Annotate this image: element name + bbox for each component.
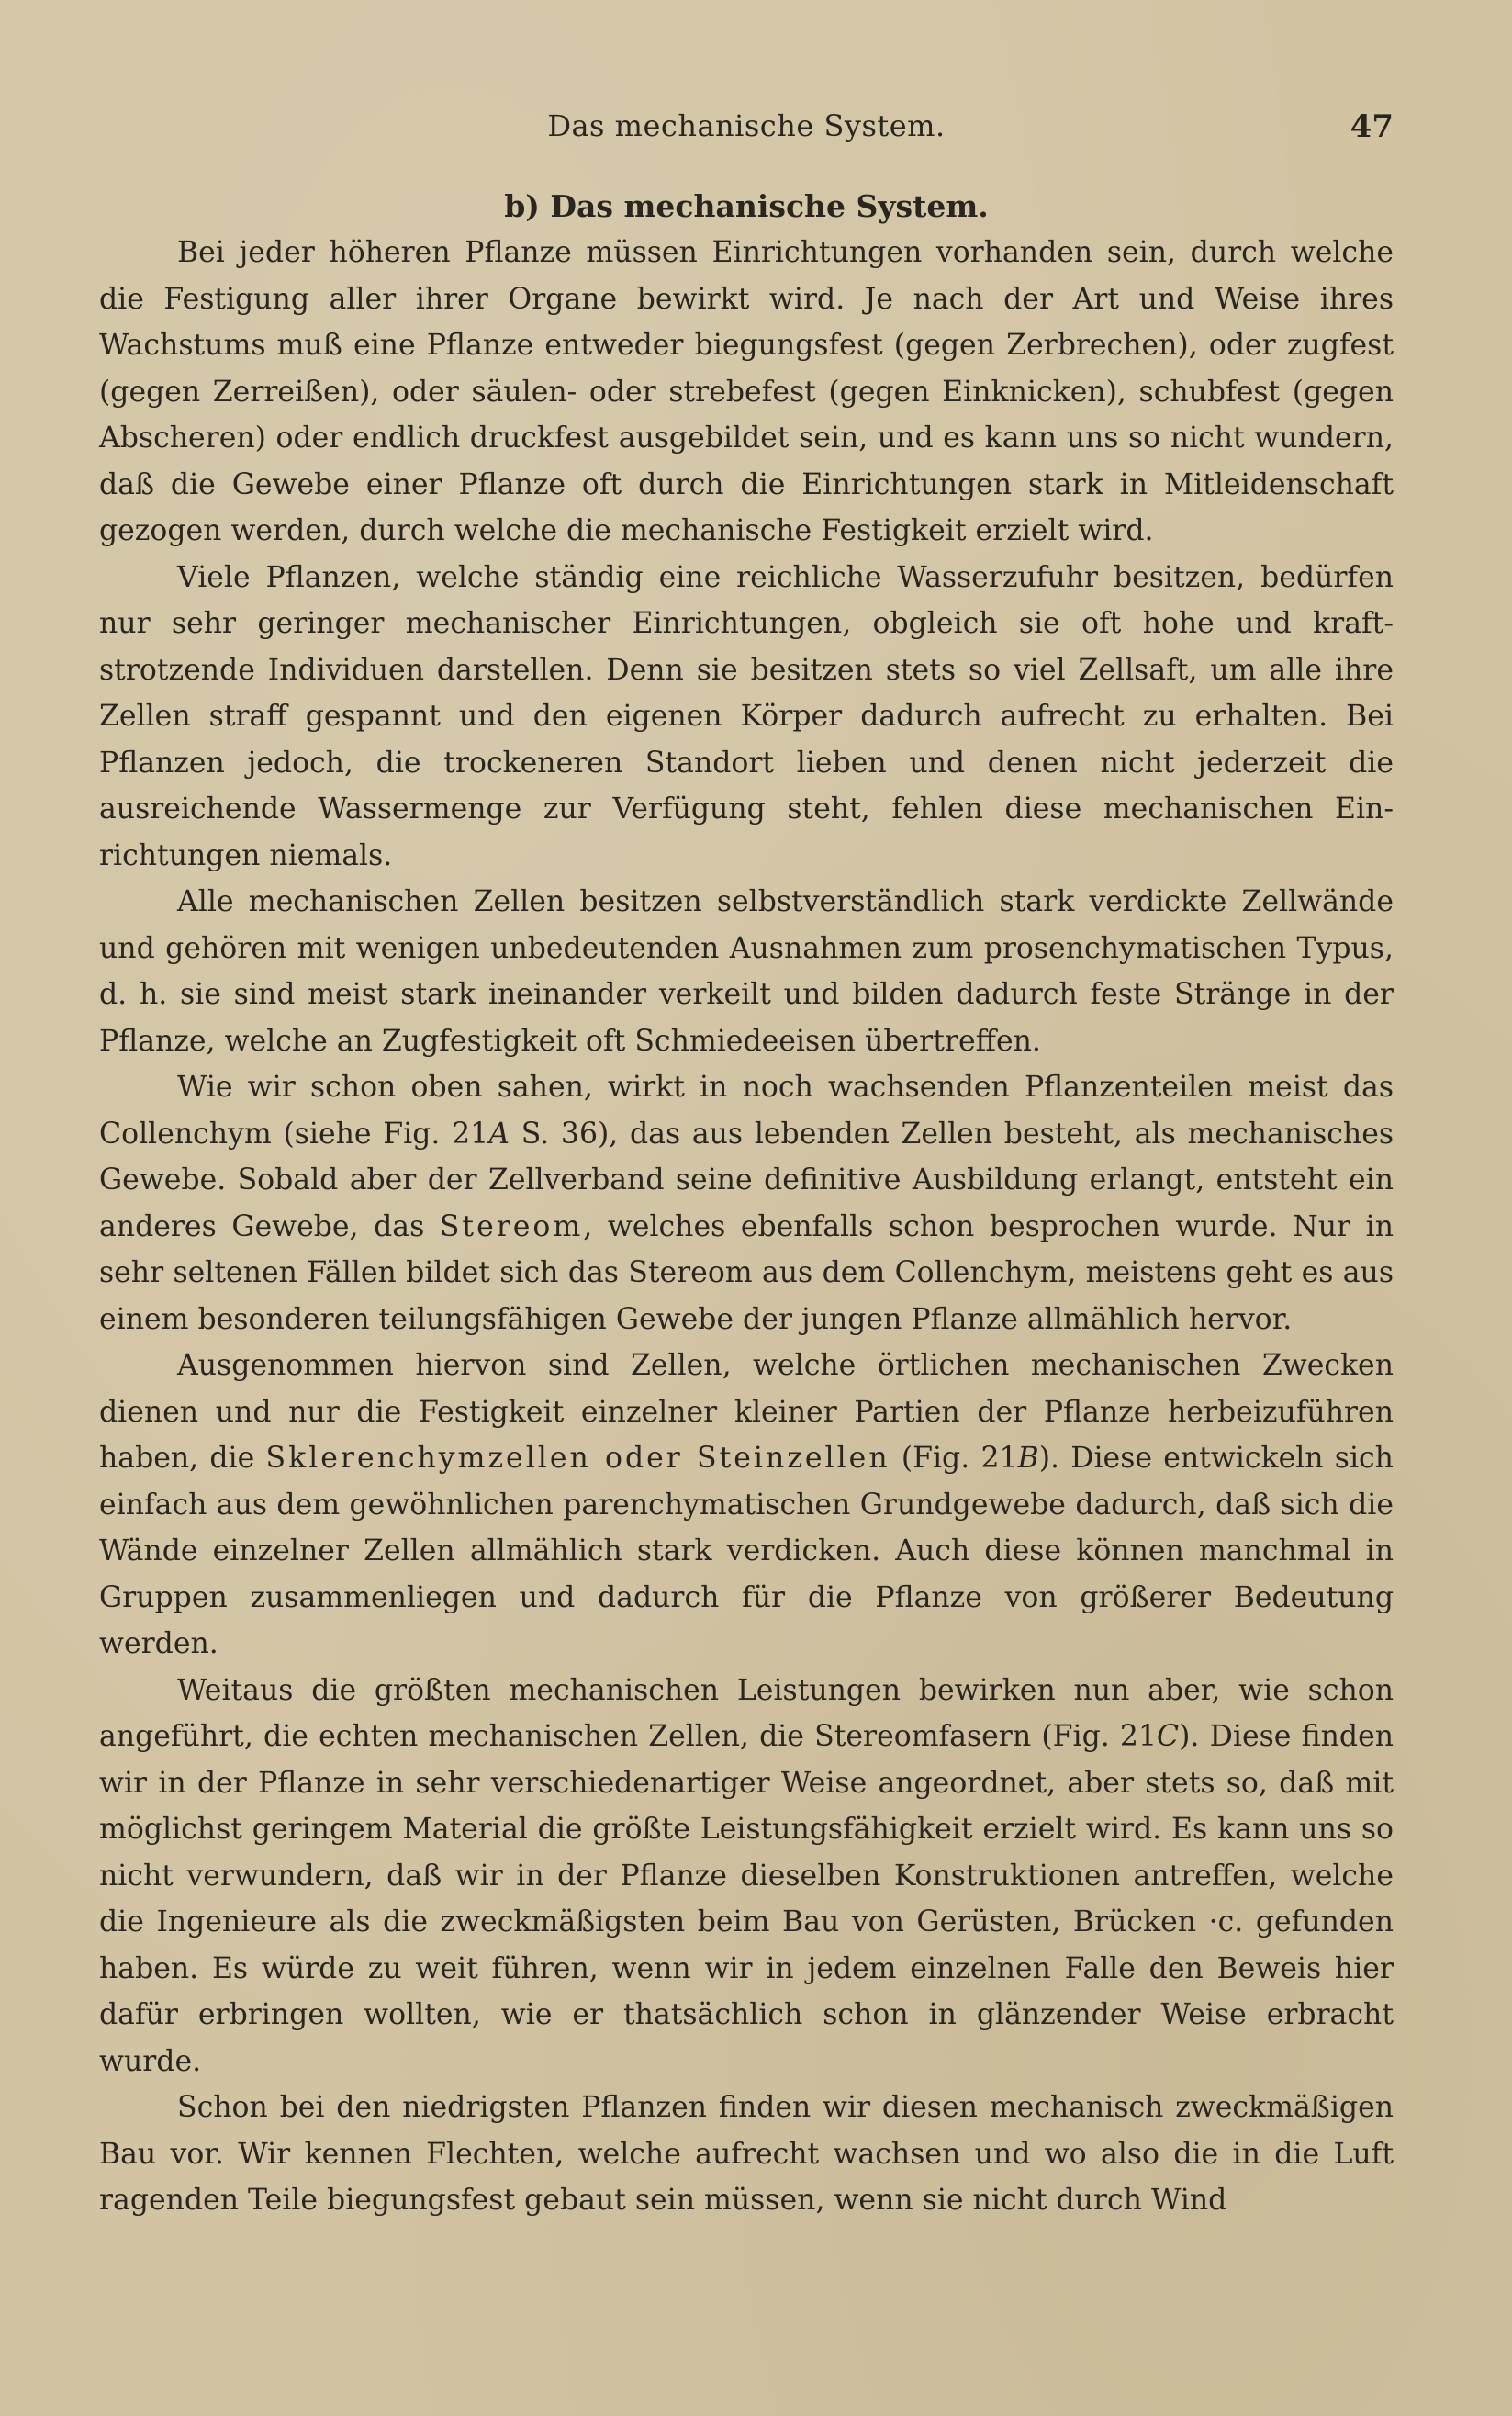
running-title: Das mechanische System. [547, 108, 946, 143]
running-head [99, 108, 1394, 151]
section-heading: b) Das mechanische System. [504, 188, 989, 224]
paragraph-5-text-a: Ausgenommen hiervon sind Zellen, welche örtlichen mechanischen Zwecken dienen und nur die Festigkeit einzelner kleiner Partien der Pflanze herbeizuführen haben, die [99, 1349, 1394, 1475]
paragraph-6-text-a: Weitaus die größten mechanischen Leistungen bewirken nun aber, wie schon angeführt, die echten mechanischen Zellen, die Stereomfasern (Fig. 21 [99, 1673, 1394, 1753]
term-sklerenchym: Sklerenchymzellen oder Steinzellen [265, 1442, 890, 1475]
term-stereom: Stereom [439, 1209, 584, 1243]
figure-ref-a: A [488, 1117, 510, 1151]
paragraph-4-text-c: , welches ebenfalls schon besprochen wurde. Nur in sehr seltenen Fällen bildet sich das Stereom aus dem Collenchym, meistens geht es aus einem besonderen teilungsfähigen Gewebe der jungen Pflanze allmählich hervor. [99, 1209, 1394, 1336]
paragraph-6-text-b: ). Diese finden wir in der Pflanze in sehr verschiedenartiger Weise angeordnet, aber stets so, daß mit möglichst geringem Material die größte Leistungsfähigkeit erzielt wird. Es kann uns so nicht verwundern, daß wir in der Pflanze dieselben Konstruktionen antreffen, welche die Ingenieure als die zweckmäßigsten beim Bau von Gerüsten, Brücken ·c. gefunden haben. Es würde zu weit führen, wenn wir in jedem einzelnen Falle den Beweis hier dafür erbringen wollten, wie er thatsächlich schon in glänzender Weise erbracht wurde. [99, 1720, 1394, 2078]
paragraph-1: Bei jeder höheren Pflanze müssen Einrichtungen vorhanden sein, durch welche die Festigung aller ihrer Organe bewirkt wird. Je nach der Art und Weise ihres Wachstums muß eine Pflanze entweder biegungsfest (gegen Zerbrechen), oder zugfest (gegen Zerreißen), oder säulen- oder strebefest (gegen Einknicken), schubfest (gegen Abscheren) oder endlich druckfest ausgebildet sein, und es kann uns so nicht wundern, daß die Gewebe einer Pflanze oft durch die Einrichtungen stark in Mitleidenschaft gezogen werden, durch welche die mechanische Festigkeit erzielt wird. [99, 236, 1394, 547]
paragraph-7: Schon bei den niedrigsten Pflanzen finden wir diesen mechanisch zweckmäßigen Bau vor. Wir kennen Flechten, welche aufrecht wachsen und wo also die in die Luft ragenden Teile biegungsfest gebaut sein müssen, wenn sie nicht durch Wind [99, 2091, 1394, 2217]
figure-ref-c: C [1157, 1720, 1180, 1753]
paragraph-4 [99, 1064, 1394, 1343]
paragraph-4-text-b: S. 36), das aus lebenden Zellen besteht, als mechanisches Gewebe. Sobald aber der Zellverband seine definitive Ausbildung erlangt, entsteht ein anderes Gewebe, das [99, 1117, 1394, 1243]
paragraph-5 [99, 1343, 1394, 1668]
figure-ref-b: B [1017, 1442, 1039, 1475]
paragraph-5-text-b: (Fig. 21 [890, 1442, 1018, 1475]
paragraph-4-text-a: Wie wir schon oben sahen, wirkt in noch wachsenden Pflanzenteilen meist das Collenchym (siehe Fig. 21 [99, 1071, 1394, 1151]
paragraph-2: Viele Pflanzen, welche ständig eine reichliche Wasserzufuhr besitzen, bedürfen nur sehr geringer mechanischer Einrichtungen, obgleich sie oft hohe und kraftstrotzende Individuen darstellen. Denn sie besitzen stets so viel Zellsaft, um alle ihre Zellen straff gespannt und den eigenen Körper dadurch aufrecht zu erhalten. Bei Pflanzen jedoch, die trockeneren Standort lieben und denen nicht jederzeit die ausreichende Wassermenge zur Verfügung steht, fehlen diese mechanischen Einrichtungen niemals. [99, 560, 1394, 872]
page-body [99, 184, 1394, 2224]
page-number: 47 [1350, 108, 1394, 145]
paragraph-6 [99, 1668, 1394, 2085]
paragraph-5-text-c: ). Diese entwickeln sich einfach aus dem gewöhnlichen parenchymatischen Grundgewebe dadurch, daß sich die Wände einzelner Zellen allmählich stark verdicken. Auch diese können manchmal in Gruppen zusammenliegen und dadurch für die Pflanze von größerer Bedeutung werden. [99, 1442, 1394, 1660]
paragraph-3: Alle mechanischen Zellen besitzen selbstverständlich stark verdickte Zellwände und gehören mit wenigen unbedeutenden Ausnahmen zum prosenchymatischen Typus, d. h. sie sind meist stark ineinander verkeilt und bilden dadurch feste Stränge in der Pflanze, welche an Zugfestigkeit oft Schmiedeeisen übertreffen. [99, 885, 1394, 1058]
